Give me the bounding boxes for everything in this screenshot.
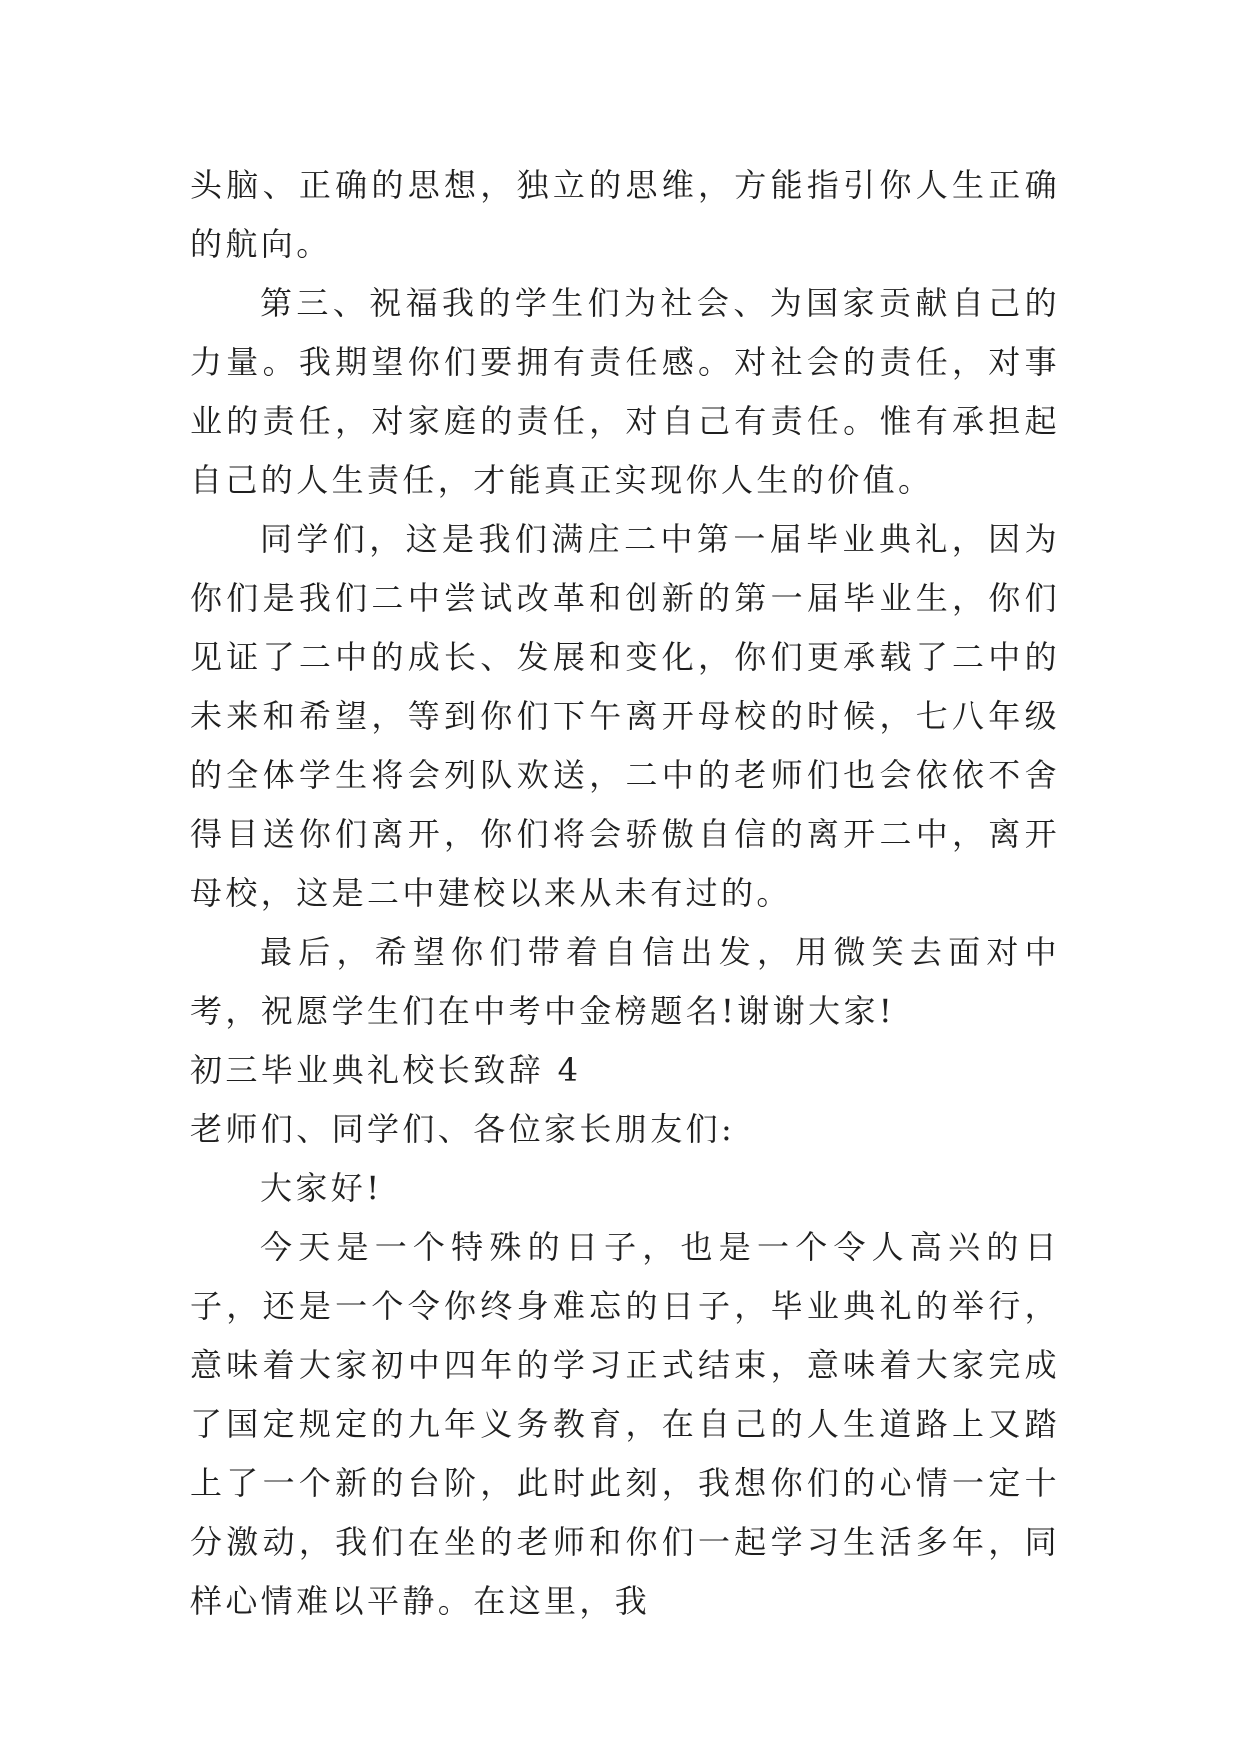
paragraph-today: 今天是一个特殊的日子，也是一个令人高兴的日子，还是一个令你终身难忘的日子，毕业典礼的举行，意味着大家初中四年的学习正式结束，意味着大家完成了国定规定的九年义务教育，在自己的人生道路上又踏上了一个新的台阶，此时此刻，我想你们的心情一定十分激动，我们在坐的老师和你们一起学习生活多年，同样心情难以平静。在这里，我 [190, 1228, 1060, 1620]
document-body [190, 156, 1060, 1631]
paragraph-closing: 最后，希望你们带着自信出发，用微笑去面对中考，祝愿学生们在中考中金榜题名!谢谢大家! [190, 933, 1060, 1030]
section-heading: 初三毕业典礼校长致辞 4 [190, 1051, 582, 1089]
paragraph-students: 同学们，这是我们满庄二中第一届毕业典礼，因为你们是我们二中尝试改革和创新的第一届毕业生，你们见证了二中的成长、发展和变化，你们更承载了二中的未来和希望，等到你们下午离开母校的时候，七八年级的全体学生将会列队欢送，二中的老师们也会依依不舍得目送你们离开，你们将会骄傲自信的离开二中，离开母校，这是二中建校以来从未有过的。 [190, 520, 1060, 912]
greeting: 大家好! [260, 1169, 383, 1207]
paragraph-continuation: 头脑、正确的思想，独立的思维，方能指引你人生正确的航向。 [190, 166, 1060, 263]
salutation: 老师们、同学们、各位家长朋友们: [190, 1110, 736, 1148]
paragraph-third-wish: 第三、祝福我的学生们为社会、为国家贡献自己的力量。我期望你们要拥有责任感。对社会的责任，对事业的责任，对家庭的责任，对自己有责任。惟有承担起自己的人生责任，才能真正实现你人生的价值。 [190, 284, 1060, 499]
